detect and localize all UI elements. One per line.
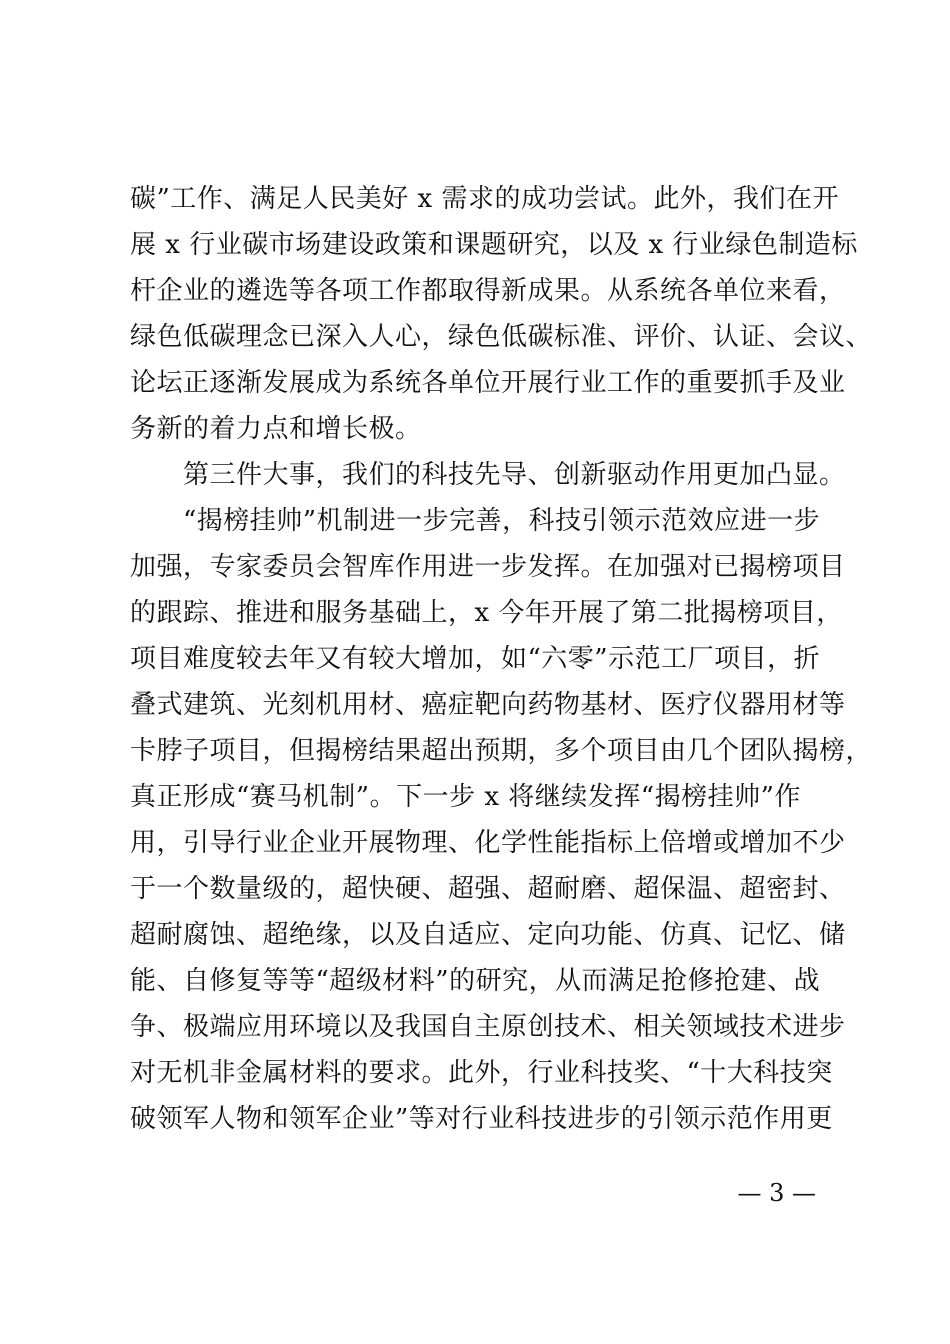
text-line: 于一个数量级的，超快硬、超强、超耐磨、超保温、超密封、 bbox=[130, 874, 846, 904]
text-line: “揭榜挂帅”机制进一步完善，科技引领示范效应进一步 bbox=[130, 506, 821, 536]
text-line: 项目难度较去年又有较大增加，如“六零”示范工厂项目，折 bbox=[130, 644, 821, 674]
text-line: 杆企业的遴选等各项工作都取得新成果。从系统各单位来看， bbox=[130, 276, 846, 306]
text-line: 叠式建筑、光刻机用材、癌症靶向药物基材、医疗仪器用材等 bbox=[130, 690, 846, 720]
text-line: 绿色低碳理念已深入人心，绿色低碳标准、评价、认证、会议、 bbox=[130, 322, 873, 352]
text-line: 破领军人物和领军企业”等对行业科技进步的引领示范作用更 bbox=[130, 1104, 833, 1134]
text-line: 的跟踪、推进和服务基础上，x 今年开展了第二批揭榜项目， bbox=[130, 598, 843, 628]
text-line: 碳”工作、满足人民美好 x 需求的成功尝试。此外，我们在开 bbox=[130, 184, 839, 214]
text-line: 能、自修复等等“超级材料”的研究，从而满足抢修抢建、战 bbox=[130, 966, 821, 996]
page-number: — 3 — bbox=[737, 1179, 816, 1207]
text-line: 真正形成“赛马机制”。下一步 x 将继续发挥“揭榜挂帅”作 bbox=[130, 782, 801, 812]
text-line: 超耐腐蚀、超绝缘，以及自适应、定向功能、仿真、记忆、储 bbox=[130, 920, 846, 950]
text-line: 对无机非金属材料的要求。此外，行业科技奖、“十大科技突 bbox=[130, 1058, 833, 1088]
body-text bbox=[130, 176, 873, 1142]
text-line: 务新的着力点和增长极。 bbox=[130, 414, 422, 444]
text-line: 加强，专家委员会智库作用进一步发挥。在加强对已揭榜项目 bbox=[130, 552, 846, 582]
text-line: 论坛正逐渐发展成为系统各单位开展行业工作的重要抓手及业 bbox=[130, 368, 846, 398]
text-line: 用，引导行业企业开展物理、化学性能指标上倍增或增加不少 bbox=[130, 828, 846, 858]
text-line: 争、极端应用环境以及我国自主原创技术、相关领域技术进步 bbox=[130, 1012, 846, 1042]
text-line: 展 x 行业碳市场建设政策和课题研究，以及 x 行业绿色制造标 bbox=[130, 230, 858, 260]
text-line: 卡脖子项目，但揭榜结果超出预期，多个项目由几个团队揭榜， bbox=[130, 736, 873, 766]
paragraph-heading: 第三件大事，我们的科技先导、创新驱动作用更加凸显。 bbox=[130, 460, 846, 490]
